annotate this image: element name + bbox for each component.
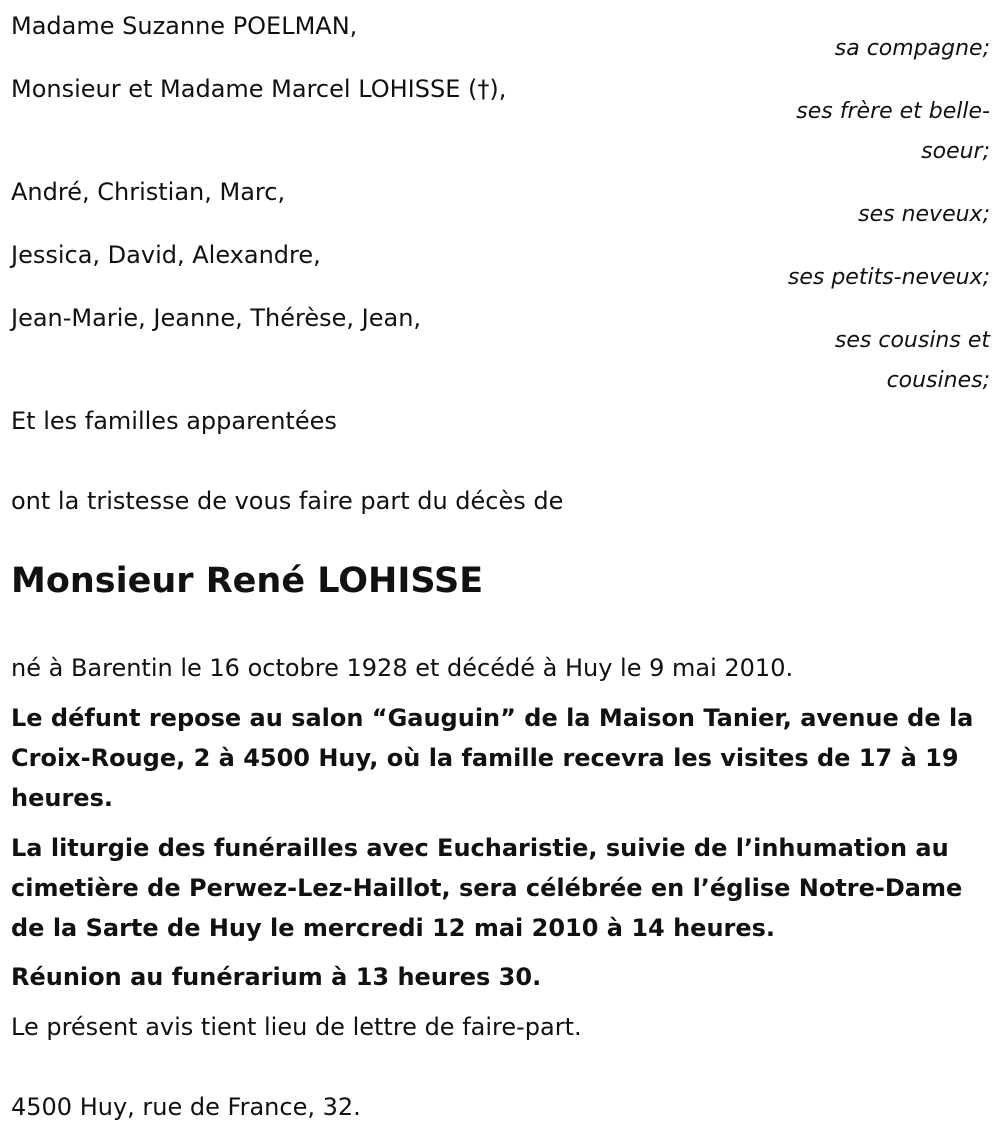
notice-line: Le présent avis tient lieu de lettre de faire-part. xyxy=(11,1013,582,1041)
related-families: Et les familles apparentées xyxy=(11,407,337,435)
mourner-entry xyxy=(11,69,990,175)
mourner-names: Jessica, David, Alexandre, xyxy=(11,241,321,269)
birth-death-line: né à Barentin le 16 octobre 1928 et décédé à Huy le 9 mai 2010. xyxy=(11,654,794,682)
deceased-name: Monsieur René LOHISSE xyxy=(11,561,484,601)
mourner-entry xyxy=(11,6,990,72)
meeting-line: Réunion au funérarium à 13 heures 30. xyxy=(11,963,542,991)
mourner-entry xyxy=(11,235,990,301)
mourner-relation: ses frère et belle-soeur; xyxy=(796,99,990,164)
mourner-relation: ses cousins et cousines; xyxy=(834,328,990,393)
address-line: 4500 Huy, rue de France, 32. xyxy=(11,1093,361,1121)
mourner-relation: ses petits-neveux; xyxy=(787,265,990,290)
mourner-names: André, Christian, Marc, xyxy=(11,178,286,206)
mourner-relation: sa compagne; xyxy=(834,36,990,61)
mourner-names: Madame Suzanne POELMAN, xyxy=(11,12,358,40)
mourner-entry xyxy=(11,298,990,404)
mourner-relation: ses neveux; xyxy=(858,202,990,227)
visitation-paragraph: Le défunt repose au salon “Gauguin” de la Maison Tanier, avenue de la Croix-Rouge, 2 à 4500 Huy, où la famille recevra les visites de 17 à 19 heures. xyxy=(11,704,974,812)
announcement-text: ont la tristesse de vous faire part du décès de xyxy=(11,487,564,515)
mourner-names: Jean-Marie, Jeanne, Thérèse, Jean, xyxy=(11,304,422,332)
mourner-entry xyxy=(11,172,990,238)
mourner-names: Monsieur et Madame Marcel LOHISSE (†), xyxy=(11,75,507,103)
liturgy-paragraph: La liturgie des funérailles avec Eucharistie, suivie de l’inhumation au cimetière de Perwez-Lez-Haillot, sera célébrée en l’église Notre-Dame de la Sarte de Huy le mercredi 12 mai 2010 à 14 heures. xyxy=(11,834,963,942)
